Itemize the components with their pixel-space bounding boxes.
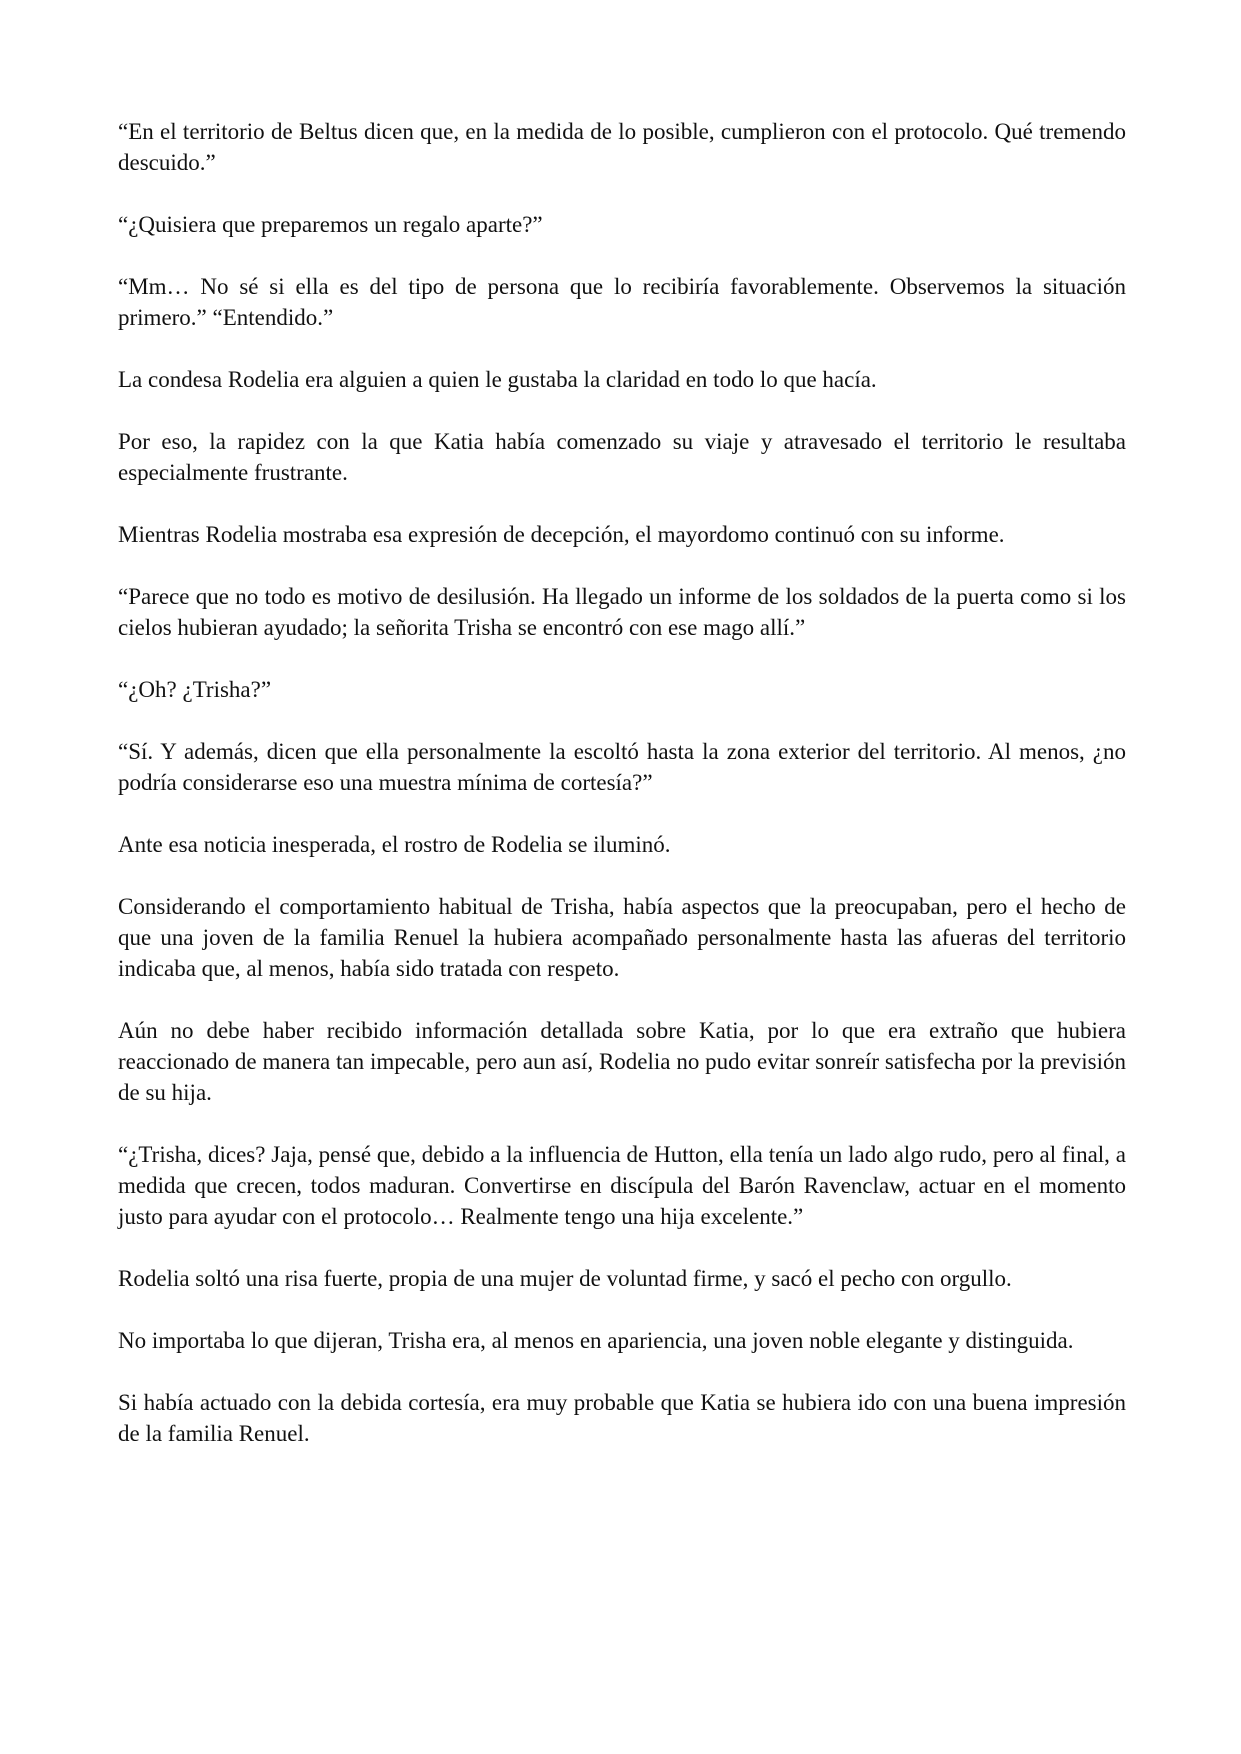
paragraph: Aún no debe haber recibido información detallada sobre Katia, por lo que era extraño que hubiera reaccionado de manera tan impecable, pero aun así, Rodelia no pudo evitar sonreír satisfecha por la previsión de su hija. (118, 1018, 1126, 1105)
paragraph: Mientras Rodelia mostraba esa expresión de decepción, el mayordomo continuó con su informe. (118, 522, 1005, 547)
paragraph: Ante esa noticia inesperada, el rostro de Rodelia se iluminó. (118, 832, 671, 857)
paragraph: Por eso, la rapidez con la que Katia había comenzado su viaje y atravesado el territorio le resultaba especialmente frustrante. (118, 429, 1126, 485)
paragraph: “Parece que no todo es motivo de desilusión. Ha llegado un informe de los soldados de la puerta como si los cielos hubieran ayudado; la señorita Trisha se encontró con ese mago allí.” (118, 584, 1126, 640)
document-body (118, 116, 1126, 1480)
paragraph: Si había actuado con la debida cortesía, era muy probable que Katia se hubiera ido con una buena impresión de la familia Renuel. (118, 1390, 1126, 1446)
paragraph: Considerando el comportamiento habitual de Trisha, había aspectos que la preocupaban, pero el hecho de que una joven de la familia Renuel la hubiera acompañado personalmente hasta las afueras del territorio indicaba que, al menos, había sido tratada con respeto. (118, 894, 1126, 981)
paragraph: “¿Oh? ¿Trisha?” (118, 677, 272, 702)
paragraph: “¿Trisha, dices? Jaja, pensé que, debido a la influencia de Hutton, ella tenía un lado algo rudo, pero al final, a medida que crecen, todos maduran. Convertirse en discípula del Barón Ravenclaw, actuar en el momento justo para ayudar con el protocolo… Realmente tengo una hija excelente.” (118, 1142, 1126, 1229)
paragraph: “Mm… No sé si ella es del tipo de persona que lo recibiría favorablemente. Observemos la situación primero.” “Entendido.” (118, 274, 1126, 330)
paragraph: “¿Quisiera que preparemos un regalo aparte?” (118, 212, 543, 237)
paragraph: No importaba lo que dijeran, Trisha era, al menos en apariencia, una joven noble elegante y distinguida. (118, 1328, 1074, 1353)
paragraph: “En el territorio de Beltus dicen que, en la medida de lo posible, cumplieron con el protocolo. Qué tremendo descuido.” (118, 119, 1126, 175)
paragraph: “Sí. Y además, dicen que ella personalmente la escoltó hasta la zona exterior del territorio. Al menos, ¿no podría considerarse eso una muestra mínima de cortesía?” (118, 739, 1126, 795)
paragraph: Rodelia soltó una risa fuerte, propia de una mujer de voluntad firme, y sacó el pecho con orgullo. (118, 1266, 1012, 1291)
paragraph: La condesa Rodelia era alguien a quien le gustaba la claridad en todo lo que hacía. (118, 367, 877, 392)
